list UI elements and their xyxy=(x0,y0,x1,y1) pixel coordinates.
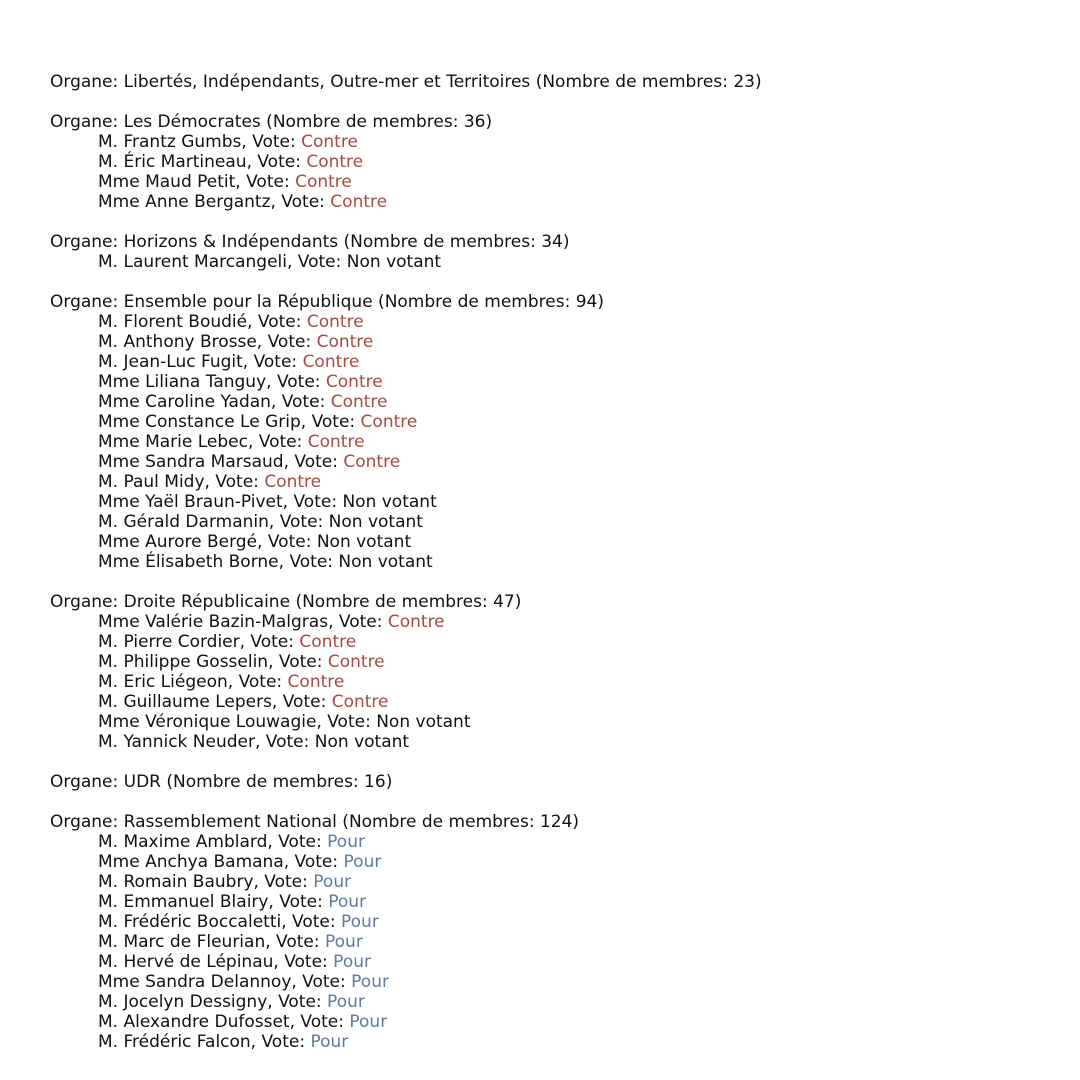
member-name: Mme Yaël Braun-Pivet, Vote: xyxy=(98,492,343,512)
member-name: M. Yannick Neuder, Vote: xyxy=(98,732,315,752)
member-name: M. Anthony Brosse, Vote: xyxy=(98,332,317,352)
vote-value: Contre xyxy=(307,432,365,452)
vote-value: Pour xyxy=(333,952,371,972)
member-row xyxy=(50,492,1060,512)
member-row xyxy=(50,692,1060,712)
vote-value: Contre xyxy=(360,412,418,432)
member-name: M. Hervé de Lépinau, Vote: xyxy=(98,952,334,972)
member-name: M. Eric Liégeon, Vote: xyxy=(98,672,288,692)
organe-header: Organe: Ensemble pour la République (Nombre de membres: 94) xyxy=(50,292,604,312)
organe-block xyxy=(50,72,1060,92)
vote-value: Pour xyxy=(349,1012,388,1032)
member-row xyxy=(50,932,1060,952)
member-row xyxy=(50,872,1060,892)
member-row xyxy=(50,992,1060,1012)
vote-document xyxy=(50,72,1060,1072)
member-row xyxy=(50,612,1060,632)
member-name: Mme Sandra Marsaud, Vote: xyxy=(98,452,344,472)
vote-value: Non votant xyxy=(376,712,471,732)
organe-block xyxy=(50,292,1060,572)
member-row xyxy=(50,332,1060,352)
member-row xyxy=(50,452,1060,472)
vote-value: Contre xyxy=(299,632,357,652)
member-name: M. Emmanuel Blairy, Vote: xyxy=(98,892,329,912)
vote-value: Contre xyxy=(287,672,345,692)
vote-value: Non votant xyxy=(328,512,423,532)
member-row xyxy=(50,552,1060,572)
vote-value: Contre xyxy=(343,452,401,472)
member-row xyxy=(50,672,1060,692)
member-row xyxy=(50,372,1060,392)
organe-header: Organe: Rassemblement National (Nombre de membres: 124) xyxy=(50,812,580,832)
member-name: M. Paul Midy, Vote: xyxy=(98,472,265,492)
vote-value: Contre xyxy=(327,652,385,672)
vote-value: Pour xyxy=(328,892,367,912)
vote-value: Pour xyxy=(310,1032,349,1052)
vote-value: Pour xyxy=(341,912,379,932)
member-row xyxy=(50,512,1060,532)
member-name: M. Alexandre Dufosset, Vote: xyxy=(98,1012,350,1032)
organe-header: Organe: Droite Républicaine (Nombre de membres: 47) xyxy=(50,592,522,612)
organe-header: Organe: Libertés, Indépendants, Outre-mer et Territoires (Nombre de membres: 23) xyxy=(50,72,762,92)
vote-value: Contre xyxy=(330,392,388,412)
member-row xyxy=(50,732,1060,752)
vote-value: Contre xyxy=(306,312,364,332)
member-row xyxy=(50,352,1060,372)
organe-block xyxy=(50,812,1060,1052)
vote-value: Non votant xyxy=(314,732,410,752)
member-name: Mme Véronique Louwagie, Vote: xyxy=(98,712,377,732)
member-name: Mme Constance Le Grip, Vote: xyxy=(98,412,361,432)
member-row xyxy=(50,1032,1060,1052)
member-name: M. Laurent Marcangeli, Vote: xyxy=(98,252,347,272)
organe-block xyxy=(50,232,1060,272)
member-name: Mme Élisabeth Borne, Vote: xyxy=(98,552,339,572)
member-name: M. Philippe Gosselin, Vote: xyxy=(98,652,328,672)
member-row xyxy=(50,172,1060,192)
member-row xyxy=(50,972,1060,992)
member-name: Mme Caroline Yadan, Vote: xyxy=(98,392,331,412)
member-name: Mme Aurore Bergé, Vote: xyxy=(98,532,317,552)
member-row xyxy=(50,1012,1060,1032)
member-name: M. Florent Boudié, Vote: xyxy=(98,312,307,332)
member-row xyxy=(50,912,1060,932)
member-name: M. Romain Baubry, Vote: xyxy=(98,872,314,892)
vote-value: Non votant xyxy=(338,552,433,572)
member-row xyxy=(50,392,1060,412)
member-name: M. Maxime Amblard, Vote: xyxy=(98,832,328,852)
vote-value: Contre xyxy=(330,192,388,212)
member-row xyxy=(50,472,1060,492)
organe-header: Organe: UDR (Nombre de membres: 16) xyxy=(50,772,393,792)
member-row xyxy=(50,852,1060,872)
member-name: Mme Anchya Bamana, Vote: xyxy=(98,852,344,872)
member-name: Mme Sandra Delannoy, Vote: xyxy=(98,972,352,992)
member-row xyxy=(50,152,1060,172)
vote-value: Non votant xyxy=(316,532,412,552)
member-name: M. Frédéric Boccaletti, Vote: xyxy=(98,912,341,932)
member-name: Mme Marie Lebec, Vote: xyxy=(98,432,308,452)
member-name: Mme Valérie Bazin-Malgras, Vote: xyxy=(98,612,388,632)
member-name: M. Éric Martineau, Vote: xyxy=(98,152,307,172)
member-row xyxy=(50,832,1060,852)
member-row xyxy=(50,632,1060,652)
organe-header: Organe: Horizons & Indépendants (Nombre de membres: 34) xyxy=(50,232,570,252)
organe-block xyxy=(50,772,1060,792)
member-row xyxy=(50,892,1060,912)
vote-value: Pour xyxy=(325,932,363,952)
vote-value: Contre xyxy=(325,372,383,392)
member-name: M. Jocelyn Dessigny, Vote: xyxy=(98,992,328,1012)
member-row xyxy=(50,132,1060,152)
organe-block xyxy=(50,112,1060,212)
vote-value: Contre xyxy=(264,472,322,492)
vote-value: Contre xyxy=(331,692,389,712)
member-name: M. Frantz Gumbs, Vote: xyxy=(98,132,302,152)
member-row xyxy=(50,312,1060,332)
vote-value: Contre xyxy=(316,332,374,352)
member-name: M. Pierre Cordier, Vote: xyxy=(98,632,300,652)
vote-value: Non votant xyxy=(346,252,442,272)
vote-value: Pour xyxy=(313,872,352,892)
vote-value: Pour xyxy=(327,832,365,852)
member-name: Mme Liliana Tanguy, Vote: xyxy=(98,372,326,392)
member-row xyxy=(50,532,1060,552)
vote-value: Contre xyxy=(387,612,445,632)
vote-value: Contre xyxy=(295,172,352,192)
member-name: Mme Maud Petit, Vote: xyxy=(98,172,296,192)
vote-value: Pour xyxy=(351,972,389,992)
member-row xyxy=(50,652,1060,672)
vote-value: Contre xyxy=(306,152,364,172)
member-row xyxy=(50,412,1060,432)
vote-value: Non votant xyxy=(342,492,437,512)
member-name: M. Gérald Darmanin, Vote: xyxy=(98,512,329,532)
member-name: M. Marc de Fleurian, Vote: xyxy=(98,932,325,952)
member-name: Mme Anne Bergantz, Vote: xyxy=(98,192,331,212)
vote-value: Pour xyxy=(327,992,365,1012)
member-name: M. Jean-Luc Fugit, Vote: xyxy=(98,352,303,372)
member-row xyxy=(50,952,1060,972)
member-row xyxy=(50,712,1060,732)
vote-value: Pour xyxy=(343,852,382,872)
vote-value: Contre xyxy=(302,352,360,372)
organe-block xyxy=(50,592,1060,752)
member-name: M. Guillaume Lepers, Vote: xyxy=(98,692,332,712)
vote-value: Contre xyxy=(301,132,358,152)
member-row xyxy=(50,192,1060,212)
member-row xyxy=(50,252,1060,272)
member-row xyxy=(50,432,1060,452)
member-name: M. Frédéric Falcon, Vote: xyxy=(98,1032,311,1052)
organe-header: Organe: Les Démocrates (Nombre de membres: 36) xyxy=(50,112,493,132)
